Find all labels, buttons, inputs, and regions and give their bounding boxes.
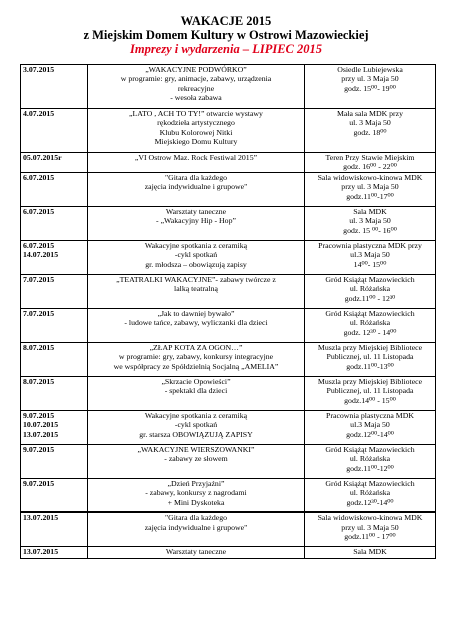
event-date (21, 546, 88, 558)
event-date (21, 172, 88, 206)
event-description-line: Warsztaty taneczne (165, 546, 227, 556)
event-place (305, 206, 436, 240)
event-description (88, 546, 305, 558)
event-place-line: ul.3 Maja 50 (350, 420, 390, 430)
event-description-line: w programie: gry, animacje, zabawy, urządzenia (120, 74, 272, 84)
event-description (88, 65, 305, 109)
event-place-line: Pracownia plastyczna MDK przy (318, 240, 422, 250)
event-description-line: „WAKACYJNE PODWÓRKO” (145, 65, 247, 74)
event-place (305, 376, 436, 410)
event-place-line: Gród Książąt Mazowieckich (325, 444, 415, 454)
event-place-line: Teren Przy Stawie Miejskim (325, 153, 415, 162)
event-row (21, 342, 436, 376)
event-row (21, 172, 436, 206)
event-place (305, 444, 436, 478)
event-place-line: ul. Różańska (349, 488, 391, 498)
event-description-line: we współpracy ze Spółdzielnią Socjalną „AMELIA” (113, 361, 279, 371)
event-date-line: 13.07.2015 (23, 513, 59, 523)
event-place (305, 308, 436, 342)
event-place-line: Sala MDK (353, 546, 387, 556)
event-date-line: 9.07.2015 (23, 478, 55, 488)
event-place-line: ul. Różańska (349, 318, 391, 328)
event-description (88, 308, 305, 342)
event-date-line: 6.07.2015 (23, 240, 55, 250)
event-date (21, 342, 88, 376)
event-row (21, 240, 436, 274)
event-description (88, 478, 305, 512)
event-description-line: - spektakl dla dzieci (164, 386, 228, 396)
event-description-line: „WAKACYJNE WIERSZOWANKI” (137, 444, 255, 454)
event-place-line: ul. 3 Maja 50 (349, 216, 391, 226)
event-place-line: godz. 16⁰⁰ - 22⁰⁰ (343, 162, 397, 172)
event-place-line: Sala widowiskowo-kinowa MDK (317, 513, 423, 523)
event-date-line: 8.07.2015 (23, 342, 55, 352)
event-date-line: 10.07.2015 (23, 420, 59, 430)
event-place-line: godz.11⁰⁰-13⁰⁰ (346, 361, 394, 371)
event-description-line: „Jak to dawniej bywało” (157, 308, 235, 318)
event-place-line: Gród Książąt Mazowieckich (325, 274, 415, 284)
event-place-line: Sala widowiskowo-kinowa MDK (317, 172, 423, 182)
event-description (88, 342, 305, 376)
event-place-line: godz.14⁰⁰ - 15⁰⁰ (344, 395, 396, 405)
event-place (305, 109, 436, 153)
event-place-line: Muszla przy Miejskiej Bibliotece (317, 376, 423, 386)
event-date-line: 6.07.2015 (23, 172, 55, 182)
event-description (88, 206, 305, 240)
event-place-line: ul.3 Maja 50 (350, 250, 390, 260)
event-place-line: 14⁰⁰- 15⁰⁰ (353, 259, 387, 269)
event-date-line: 4.07.2015 (23, 109, 55, 118)
event-date (21, 274, 88, 308)
event-date-line: 3.07.2015 (23, 65, 55, 74)
event-description-line: w programie: gry, zabawy, konkursy integracyjne (118, 352, 274, 362)
event-description-line: Miejskiego Domu Kultury (154, 137, 238, 147)
event-place-line: godz. 12³⁰ - 14⁰⁰ (343, 327, 397, 337)
event-place-line: godz.11⁰⁰ - 17⁰⁰ (344, 532, 396, 542)
event-place-line: godz. 18⁰⁰ (353, 127, 387, 137)
event-description-line: "Gitara dla każdego (164, 513, 228, 523)
event-place (305, 240, 436, 274)
event-row (21, 478, 436, 512)
event-description-line: - wesoła zabawa (170, 93, 222, 103)
event-description-line: Wakacyjne spotkania z ceramiką (144, 240, 248, 250)
events-table-body (21, 65, 436, 559)
event-description-line: Warsztaty taneczne (165, 206, 227, 216)
event-description-line: - zabawy, konkursy z nagrodami (145, 488, 247, 498)
event-place-line: Publicznej, ul. 11 Listopada (326, 386, 414, 396)
event-description-line: + Mini Dyskoteka (167, 497, 225, 507)
event-place (305, 153, 436, 173)
event-description-line: „TEATRALKI WAKACYJNE”- zabawy twórcze z (116, 274, 276, 284)
event-description-line: "Gitara dla każdego (164, 172, 228, 182)
event-date-line: 7.07.2015 (23, 274, 55, 284)
event-place (305, 342, 436, 376)
event-description-line: - „Wakacyjny Hip - Hop” (156, 216, 236, 226)
event-date (21, 308, 88, 342)
event-description-line: - ludowe tańce, zabawy, wyliczanki dla dzieci (124, 318, 268, 328)
event-place-line: przy ul. 3 Maja 50 (341, 74, 399, 84)
event-description-line: „Skrzacie Opowieści” (161, 376, 231, 386)
event-row (21, 109, 436, 153)
event-place-line: ul. Różańska (349, 284, 391, 294)
event-place-line: ul. Różańska (349, 454, 391, 464)
section-title: Imprezy i wydarzenia – LIPIEC 2015 (129, 42, 323, 56)
event-place-line: Pracownia plastyczna MDK (326, 410, 414, 420)
event-place (305, 512, 436, 546)
event-date (21, 65, 88, 109)
subtitle: z Miejskim Domem Kultury w Ostrowi Mazowieckiej (83, 28, 369, 42)
event-description-line: -cykl spotkań (174, 250, 218, 260)
event-description-line: lalką teatralną (174, 284, 218, 294)
event-date (21, 153, 88, 173)
event-place-line: Osiedle Lubiejewska (337, 65, 403, 74)
event-date-line: 6.07.2015 (23, 206, 55, 216)
event-description-line: rękodzieła artystycznego (157, 118, 235, 128)
event-description-line: gr. starsza OBOWIĄZUJĄ ZAPISY (139, 429, 253, 439)
event-date-line: 8.07.2015 (23, 376, 55, 386)
event-description-line: „Dzień Przyjaźni” (167, 478, 225, 488)
event-row (21, 376, 436, 410)
event-description-line: rekreacyjne (177, 83, 215, 93)
event-place-line: Gród Książąt Mazowieckich (325, 308, 415, 318)
event-date-line: 9.07.2015 (23, 410, 55, 420)
event-date (21, 444, 88, 478)
title: WAKACJE 2015 (180, 14, 272, 28)
event-description-line: -cykl spotkań (174, 420, 218, 430)
event-date (21, 410, 88, 444)
event-date-line: 14.07.2015 (23, 250, 59, 260)
event-description-line: zajęcia indywidualne i grupowe" (144, 522, 248, 532)
event-place (305, 410, 436, 444)
event-date (21, 109, 88, 153)
event-description-line: - zabawy ze słowem (164, 454, 228, 464)
event-date-line: 7.07.2015 (23, 308, 55, 318)
event-description-line: „LATO , ACH TO TY!” otwarcie wystawy (129, 109, 263, 118)
event-description (88, 512, 305, 546)
event-place-line: godz. 15 ⁰⁰- 16⁰⁰ (343, 225, 397, 235)
event-place-line: Sala MDK (353, 206, 387, 216)
event-place (305, 65, 436, 109)
event-row (21, 444, 436, 478)
event-description (88, 172, 305, 206)
event-description (88, 410, 305, 444)
event-date (21, 206, 88, 240)
event-description-line: gr. młodsza – obowiązują zapisy (145, 259, 247, 269)
event-date (21, 478, 88, 512)
event-row (21, 274, 436, 308)
event-description (88, 274, 305, 308)
event-place-line: Publicznej, ul. 11 Listopada (326, 352, 414, 362)
event-date-line: 13.07.2015 (23, 429, 59, 439)
event-row (21, 512, 436, 546)
event-description (88, 240, 305, 274)
event-row (21, 65, 436, 109)
event-place-line: Muszla przy Miejskiej Bibliotece (317, 342, 423, 352)
event-place-line: Mała sala MDK przy (336, 109, 404, 118)
event-place-line: godz.12³⁰-14⁰⁰ (346, 497, 394, 507)
event-place (305, 274, 436, 308)
event-date (21, 240, 88, 274)
event-date-line: 05.07.2015r (23, 153, 62, 162)
events-table (20, 64, 436, 559)
event-description-line: „VI Ostrow Maz. Rock Festiwal 2015” (134, 153, 258, 162)
event-place-line: godz.12⁰⁰-14⁰⁰ (346, 429, 394, 439)
event-date-line: 9.07.2015 (23, 444, 55, 454)
event-place-line: godz.11⁰⁰-17⁰⁰ (346, 191, 394, 201)
event-row (21, 308, 436, 342)
event-description (88, 376, 305, 410)
event-row (21, 410, 436, 444)
event-place (305, 546, 436, 558)
event-description-line: Wakacyjne spotkania z ceramiką (144, 410, 248, 420)
event-description-line: zajęcia indywidualne i grupowe" (144, 182, 248, 192)
event-place-line: godz.11⁰⁰-12⁰⁰ (346, 463, 394, 473)
event-place-line: ul. 3 Maja 50 (349, 118, 391, 128)
event-place (305, 172, 436, 206)
event-place-line: godz.11⁰⁰ - 12³⁰ (344, 293, 396, 303)
event-place-line: przy ul. 3 Maja 50 (341, 182, 399, 192)
event-description (88, 153, 305, 173)
event-place (305, 478, 436, 512)
document-header (0, 14, 452, 56)
event-row (21, 206, 436, 240)
event-place-line: godz. 15⁰⁰- 19⁰⁰ (344, 83, 396, 93)
event-date (21, 376, 88, 410)
event-description-line: Klubu Kolorowej Nitki (159, 127, 233, 137)
event-description-line: „ZŁAP KOTA ZA OGON…” (149, 342, 243, 352)
event-description (88, 109, 305, 153)
event-description (88, 444, 305, 478)
event-date-line: 13.07.2015 (23, 546, 59, 556)
event-date (21, 512, 88, 546)
event-row (21, 153, 436, 173)
event-row (21, 546, 436, 558)
event-place-line: przy ul. 3 Maja 50 (341, 522, 399, 532)
event-place-line: Gród Książąt Mazowieckich (325, 478, 415, 488)
